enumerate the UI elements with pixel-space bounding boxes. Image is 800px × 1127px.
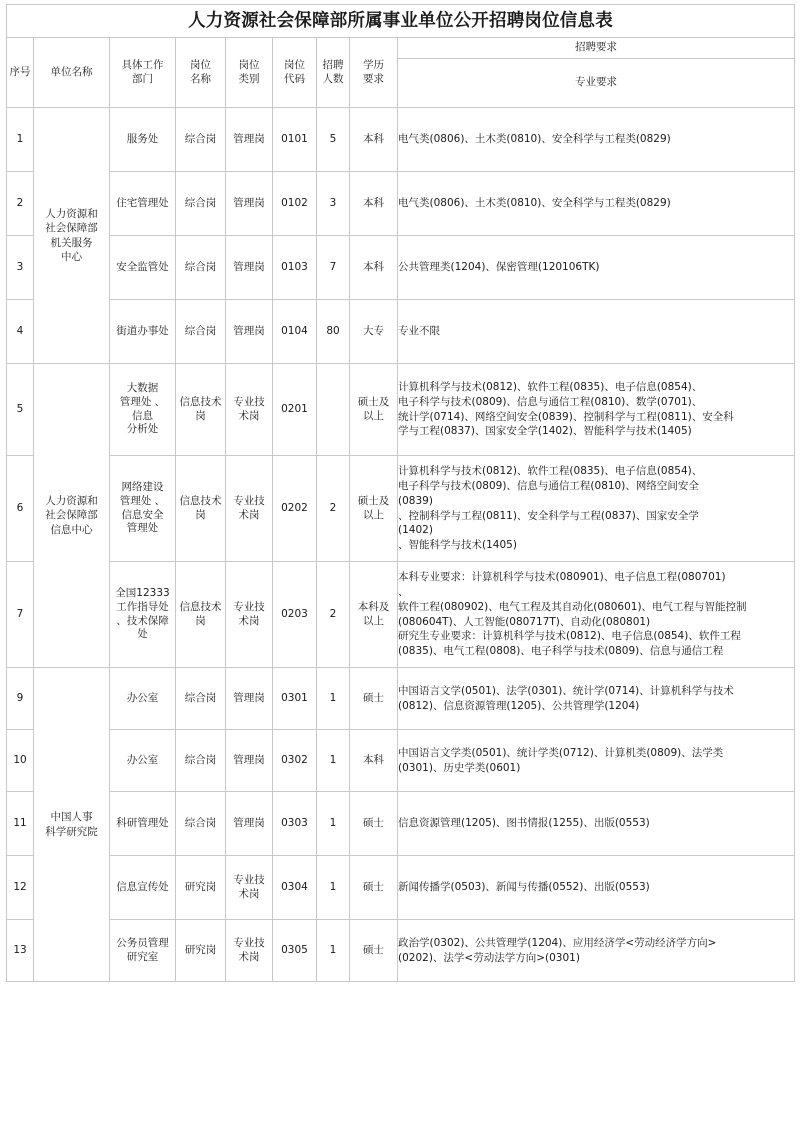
cell-major-requirement: 电气类(0806)、土木类(0810)、安全科学与工程类(0829): [398, 172, 795, 236]
cell-seq: 13: [7, 920, 34, 982]
cell-post-code: 0102: [273, 172, 317, 236]
table-row: [7, 792, 795, 856]
cell-post-name: 研究岗: [176, 856, 226, 920]
cell-major-requirement: 电气类(0806)、土木类(0810)、安全科学与工程类(0829): [398, 108, 795, 172]
column-header-group-requirements: 招聘要求: [398, 38, 795, 59]
cell-education: 本科及 以上: [350, 562, 398, 668]
cell-major-requirement: 本科专业要求：计算机科学与技术(080901)、电子信息工程(080701) 、 软件工程(080902)、电气工程及其自动化(080601)、电气工程与智能控制 (080604T)、人工智能(080717T)、自动化(080801) 研究生专业要求：计算机科学与技术(0812)、电子信息(0854)、软件工程 (0835)、电气工程(0808)、电子科学与技术(0809)、信息与通信工程: [398, 562, 795, 668]
cell-seq: 5: [7, 364, 34, 456]
cell-post-type: 专业技 术岗: [226, 856, 273, 920]
cell-seq: 11: [7, 792, 34, 856]
cell-department: 办公室: [110, 668, 176, 730]
cell-education: 本科: [350, 730, 398, 792]
cell-post-type: 专业技 术岗: [226, 364, 273, 456]
cell-major-requirement: 专业不限: [398, 300, 795, 364]
cell-seq: 9: [7, 668, 34, 730]
cell-education: 硕士及 以上: [350, 364, 398, 456]
cell-post-name: 综合岗: [176, 300, 226, 364]
cell-major-requirement: 中国语言文学类(0501)、统计学类(0712)、计算机类(0809)、法学类 (0301)、历史学类(0601): [398, 730, 795, 792]
column-header-unit: 单位名称: [34, 38, 110, 108]
cell-headcount: [317, 364, 350, 456]
cell-post-type: 专业技 术岗: [226, 562, 273, 668]
column-header-post_code: 岗位 代码: [273, 38, 317, 108]
cell-education: 硕士: [350, 792, 398, 856]
document-title-text: 人力资源社会保障部所属事业单位公开招聘岗位信息表: [188, 11, 613, 31]
cell-post-name: 综合岗: [176, 668, 226, 730]
cell-unit-name: 人力资源和 社会保障部 信息中心: [34, 364, 110, 668]
cell-post-code: 0302: [273, 730, 317, 792]
cell-seq: 7: [7, 562, 34, 668]
cell-major-requirement: 公共管理类(1204)、保密管理(120106TK): [398, 236, 795, 300]
header-group-row: [7, 38, 795, 59]
cell-seq: 12: [7, 856, 34, 920]
table-row: [7, 730, 795, 792]
cell-post-code: 0301: [273, 668, 317, 730]
cell-post-name: 研究岗: [176, 920, 226, 982]
table-row: [7, 856, 795, 920]
cell-post-code: 0304: [273, 856, 317, 920]
cell-department: 网络建设 管理处 、 信息安全 管理处: [110, 456, 176, 562]
cell-seq: 2: [7, 172, 34, 236]
cell-post-name: 信息技术 岗: [176, 364, 226, 456]
cell-department: 大数据 管理处 、 信息 分析处: [110, 364, 176, 456]
cell-department: 街道办事处: [110, 300, 176, 364]
cell-education: 硕士: [350, 920, 398, 982]
cell-education: 本科: [350, 108, 398, 172]
cell-post-name: 综合岗: [176, 172, 226, 236]
cell-post-name: 综合岗: [176, 792, 226, 856]
cell-post-code: 0101: [273, 108, 317, 172]
cell-department: 公务员管理 研究室: [110, 920, 176, 982]
cell-major-requirement: 新闻传播学(0503)、新闻与传播(0552)、出版(0553): [398, 856, 795, 920]
cell-post-name: 综合岗: [176, 108, 226, 172]
cell-headcount: 1: [317, 856, 350, 920]
cell-post-code: 0104: [273, 300, 317, 364]
recruitment-table: [6, 4, 795, 982]
cell-unit-name: 中国人事 科学研究院: [34, 668, 110, 982]
cell-department: 服务处: [110, 108, 176, 172]
cell-post-type: 专业技 术岗: [226, 456, 273, 562]
cell-headcount: 7: [317, 236, 350, 300]
cell-seq: 4: [7, 300, 34, 364]
column-header-post_type: 岗位 类别: [226, 38, 273, 108]
cell-post-code: 0303: [273, 792, 317, 856]
cell-post-name: 综合岗: [176, 236, 226, 300]
cell-post-type: 管理岗: [226, 730, 273, 792]
cell-department: 全国12333 工作指导处 、技术保障 处: [110, 562, 176, 668]
cell-post-code: 0202: [273, 456, 317, 562]
table-row: [7, 562, 795, 668]
cell-headcount: 2: [317, 456, 350, 562]
table-row: [7, 920, 795, 982]
cell-education: 本科: [350, 236, 398, 300]
table-row: [7, 236, 795, 300]
cell-education: 硕士及 以上: [350, 456, 398, 562]
table-row: [7, 364, 795, 456]
column-header-department: 具体工作 部门: [110, 38, 176, 108]
cell-seq: 3: [7, 236, 34, 300]
cell-seq: 10: [7, 730, 34, 792]
column-header-headcount: 招聘 人数: [317, 38, 350, 108]
table-row: [7, 108, 795, 172]
title-row: [7, 5, 795, 38]
cell-education: 本科: [350, 172, 398, 236]
cell-headcount: 3: [317, 172, 350, 236]
cell-major-requirement: 计算机科学与技术(0812)、软件工程(0835)、电子信息(0854)、 电子科学与技术(0809)、信息与通信工程(0810)、网络空间安全 (0839) 、控制科学与工程(0811)、安全科学与工程(0837)、国家安全学 (1402) 、智能科学与技术(1405): [398, 456, 795, 562]
cell-post-type: 管理岗: [226, 108, 273, 172]
cell-department: 信息宣传处: [110, 856, 176, 920]
cell-post-code: 0305: [273, 920, 317, 982]
cell-department: 办公室: [110, 730, 176, 792]
cell-headcount: 5: [317, 108, 350, 172]
cell-major-requirement: 政治学(0302)、公共管理学(1204)、应用经济学<劳动经济学方向> (0202)、法学<劳动法学方向>(0301): [398, 920, 795, 982]
cell-education: 硕士: [350, 668, 398, 730]
cell-post-type: 管理岗: [226, 300, 273, 364]
cell-post-type: 管理岗: [226, 236, 273, 300]
cell-post-code: 0201: [273, 364, 317, 456]
cell-headcount: 2: [317, 562, 350, 668]
cell-post-code: 0203: [273, 562, 317, 668]
cell-department: 住宅管理处: [110, 172, 176, 236]
cell-post-type: 管理岗: [226, 792, 273, 856]
cell-post-type: 管理岗: [226, 668, 273, 730]
cell-post-type: 管理岗: [226, 172, 273, 236]
cell-post-name: 信息技术 岗: [176, 456, 226, 562]
column-header-education: 学历 要求: [350, 38, 398, 108]
cell-post-name: 信息技术 岗: [176, 562, 226, 668]
cell-department: 安全监管处: [110, 236, 176, 300]
cell-headcount: 1: [317, 668, 350, 730]
column-header-seq: 序号: [7, 38, 34, 108]
table-row: [7, 668, 795, 730]
column-header-major: 专业要求: [398, 59, 795, 108]
cell-seq: 1: [7, 108, 34, 172]
table-row: [7, 300, 795, 364]
cell-department: 科研管理处: [110, 792, 176, 856]
cell-headcount: 1: [317, 920, 350, 982]
table-row: [7, 456, 795, 562]
cell-unit-name: 人力资源和 社会保障部 机关服务 中心: [34, 108, 110, 364]
cell-seq: 6: [7, 456, 34, 562]
document-title: [7, 5, 795, 38]
cell-headcount: 1: [317, 792, 350, 856]
cell-post-name: 综合岗: [176, 730, 226, 792]
cell-headcount: 1: [317, 730, 350, 792]
table-row: [7, 172, 795, 236]
cell-major-requirement: 信息资源管理(1205)、图书情报(1255)、出版(0553): [398, 792, 795, 856]
cell-education: 大专: [350, 300, 398, 364]
cell-major-requirement: 计算机科学与技术(0812)、软件工程(0835)、电子信息(0854)、 电子科学与技术(0809)、信息与通信工程(0810)、数学(0701)、 统计学(0714)、网络空间安全(0839)、控制科学与工程(0811)、安全科 学与工程(0837)、国家安全学(1402)、智能科学与技术(1405): [398, 364, 795, 456]
cell-post-type: 专业技 术岗: [226, 920, 273, 982]
cell-education: 硕士: [350, 856, 398, 920]
cell-major-requirement: 中国语言文学(0501)、法学(0301)、统计学(0714)、计算机科学与技术 (0812)、信息资源管理(1205)、公共管理学(1204): [398, 668, 795, 730]
cell-post-code: 0103: [273, 236, 317, 300]
recruitment-sheet: [6, 4, 794, 982]
column-header-post_name: 岗位 名称: [176, 38, 226, 108]
cell-headcount: 80: [317, 300, 350, 364]
